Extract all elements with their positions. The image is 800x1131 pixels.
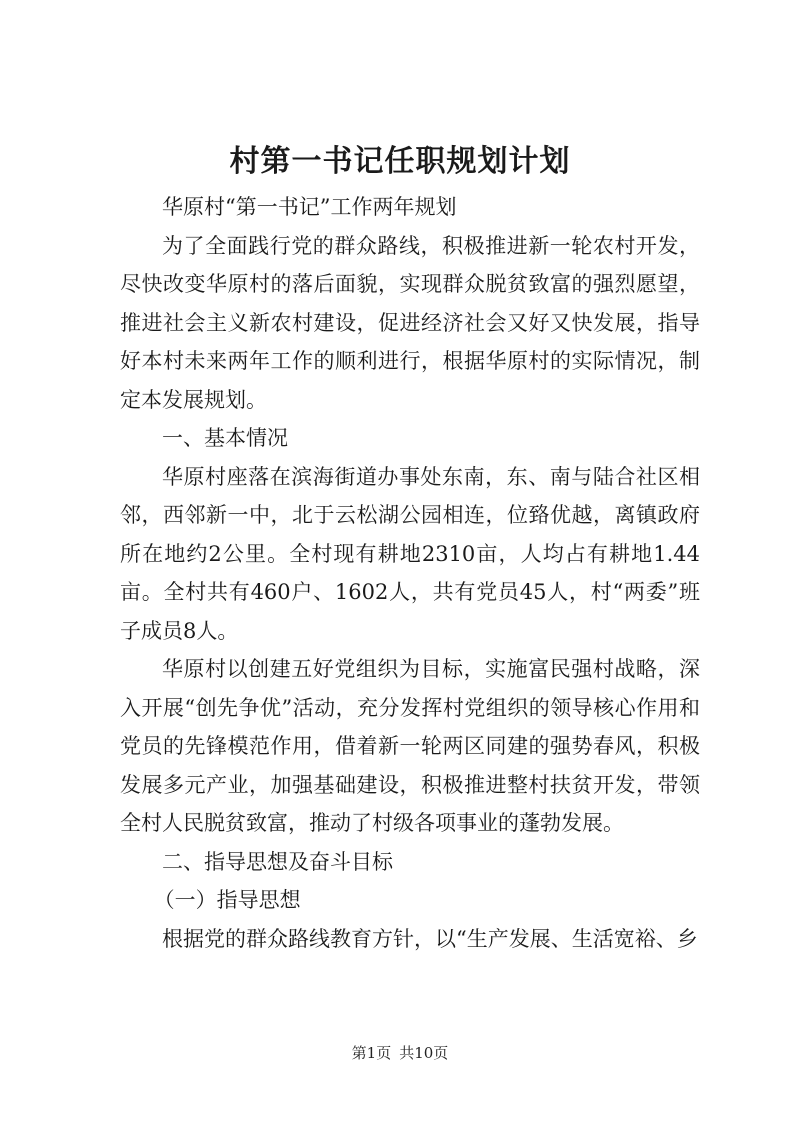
subtitle-paragraph: 华原村“第一书记”工作两年规划: [162, 195, 457, 219]
development-paragraph: 华原村以创建五好党组织为目标，实施富民强村战略，深入开展“创先争优”活动，充分发挥村党组织的领导核心作用和党员的先锋模范作用，借着新一轮两区同建的强势春风，积极发展多元产业，加强基础建设，积极推进整村扶贫开发，带领全村人民脱贫致富，推动了村级各项事业的蓬勃发展。: [120, 657, 700, 835]
page-footer: [0, 1042, 800, 1063]
document-body: [120, 188, 700, 958]
page-number: 第1页: [351, 1044, 392, 1062]
guiding-ideology-paragraph: 根据党的群众路线教育方针，以“生产发展、生活宽裕、乡: [162, 926, 698, 951]
section-heading-guiding-ideology: 二、指导思想及奋斗目标: [162, 849, 393, 874]
subsection-heading-guiding-ideology: （一）指导思想: [153, 888, 301, 912]
basic-situation-paragraph: 华原村座落在滨海街道办事处东南，东、南与陆合社区相邻，西邻新一中，北于云松湖公园相连，位臵优越，离镇政府所在地约2公里。全村现有耕地2310亩，人均占有耕地1.44亩。全村共有460户、1602人，共有党员45人，村“两委”班子成员8人。: [120, 464, 700, 643]
page-total: 共10页: [399, 1044, 449, 1062]
intro-paragraph: 为了全面践行党的群众路线，积极推进新一轮农村开发，尽快改变华原村的落后面貌，实现群众脱贫致富的强烈愿望，推进社会主义新农村建设，促进经济社会又好又快发展，指导好本村未来两年工作的顺利进行，根据华原村的实际情况，制定本发展规划。: [120, 233, 700, 412]
document-title: 村第一书记任职规划计划: [229, 144, 571, 179]
section-heading-basic-situation: 一、基本情况: [162, 426, 288, 450]
